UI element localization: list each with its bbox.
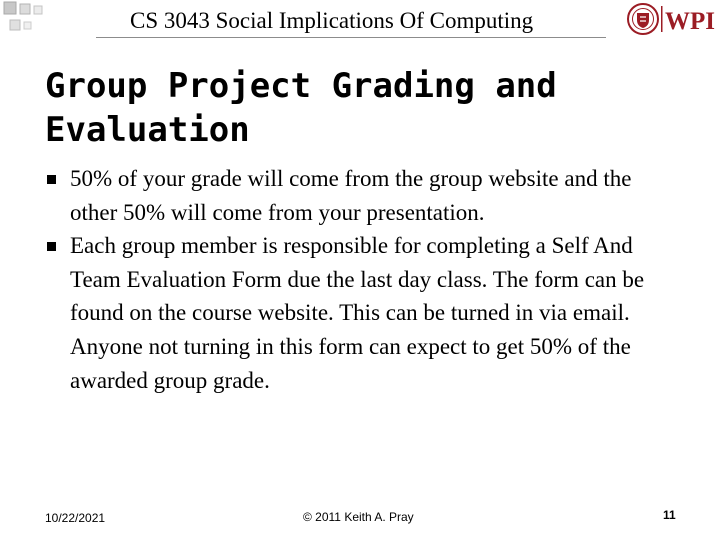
wpi-logo xyxy=(626,2,718,36)
svg-text:WPI: WPI xyxy=(665,8,715,35)
square-bullet-icon xyxy=(47,242,56,251)
slide-number: 11 xyxy=(663,508,676,522)
bullet-item xyxy=(0,229,670,397)
course-title: CS 3043 Social Implications Of Computing xyxy=(130,8,534,33)
header-divider xyxy=(96,37,606,38)
corner-decoration xyxy=(0,0,60,40)
bullet-text: 50% of your grade will come from the group website and the other 50% will come from your presentation. xyxy=(70,166,632,225)
bullet-item xyxy=(0,162,670,229)
footer-date: 10/22/2021 xyxy=(45,511,106,525)
bullet-text: Each group member is responsible for completing a Self And Team Evaluation Form due the last day class. The form can be found on the course website. This can be turned in via email. Anyone not turning in this form can expect to get 50% of the awarded group grade. xyxy=(70,233,645,393)
slide-title: Group Project Grading and Evaluation xyxy=(45,66,557,150)
wpi-seal-icon xyxy=(628,4,658,34)
square-bullet-icon xyxy=(47,175,56,184)
footer-copyright: © 2011 Keith A. Pray xyxy=(303,510,414,524)
bullet-list xyxy=(0,162,720,397)
